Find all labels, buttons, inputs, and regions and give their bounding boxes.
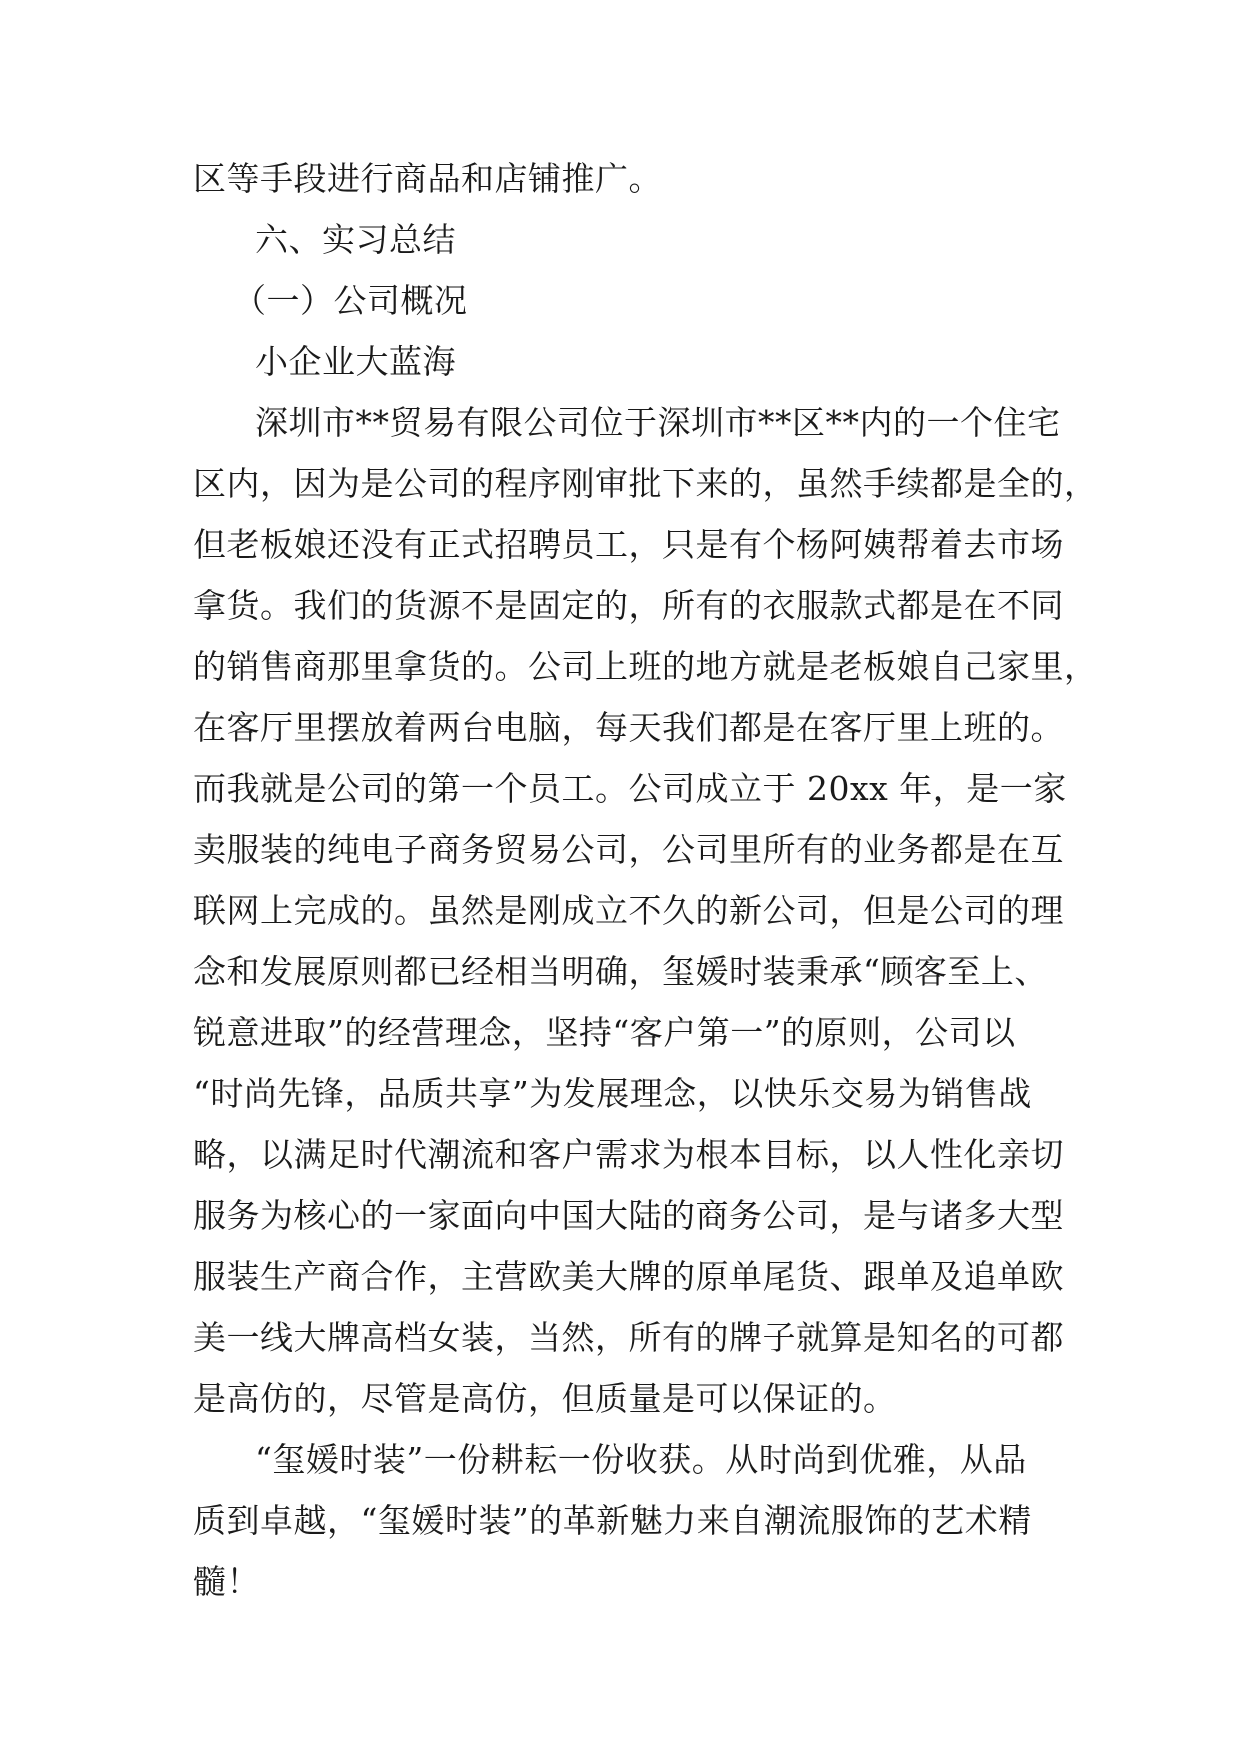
document-body — [193, 148, 1098, 1612]
text-line: 区等手段进行商品和店铺推广。 — [193, 159, 662, 198]
text-line: 服务为核心的一家面向中国大陆的商务公司，是与诸多大型 — [193, 1196, 1064, 1235]
text-line: 深圳市**贸易有限公司位于深圳市**区**内的一个住宅 — [255, 403, 1061, 442]
paragraph-title: 小企业大蓝海 — [255, 342, 456, 381]
subsection-heading: （一）公司概况 — [233, 281, 468, 320]
text-line: 在客厅里摆放着两台电脑，每天我们都是在客厅里上班的。 — [193, 708, 1064, 747]
text-line: 质到卓越，“玺媛时装”的革新魅力来自潮流服饰的艺术精 — [193, 1501, 1032, 1540]
text-line: 拿货。我们的货源不是固定的，所有的衣服款式都是在不同 — [193, 586, 1064, 625]
text-line: “玺媛时装”一份耕耘一份收获。从时尚到优雅，从品 — [255, 1440, 1027, 1479]
text-line: 美一线大牌高档女装，当然，所有的牌子就算是知名的可都 — [193, 1318, 1064, 1357]
section-heading: 六、实习总结 — [255, 220, 456, 259]
text-line: 略，以满足时代潮流和客户需求为根本目标，以人性化亲切 — [193, 1135, 1064, 1174]
text-line: 区内，因为是公司的程序刚审批下来的，虽然手续都是全的， — [193, 464, 1098, 503]
text-line: 而我就是公司的第一个员工。公司成立于 20xx 年，是一家 — [193, 769, 1067, 808]
text-line: 念和发展原则都已经相当明确，玺媛时装秉承“顾客至上、 — [193, 952, 1048, 991]
text-line: 髓！ — [193, 1562, 260, 1601]
text-line: 卖服装的纯电子商务贸易公司，公司里所有的业务都是在互 — [193, 830, 1064, 869]
text-line: 锐意进取”的经营理念，坚持“客户第一”的原则，公司以 — [193, 1013, 1016, 1052]
text-line: 的销售商那里拿货的。公司上班的地方就是老板娘自己家里， — [193, 647, 1098, 686]
text-line: 是高仿的，尽管是高仿，但质量是可以保证的。 — [193, 1379, 897, 1418]
text-line: 但老板娘还没有正式招聘员工，只是有个杨阿姨帮着去市场 — [193, 525, 1064, 564]
text-line: “时尚先锋，品质共享”为发展理念，以快乐交易为销售战 — [193, 1074, 1032, 1113]
text-line: 服装生产商合作，主营欧美大牌的原单尾货、跟单及追单欧 — [193, 1257, 1064, 1296]
text-line: 联网上完成的。虽然是刚成立不久的新公司，但是公司的理 — [193, 891, 1064, 930]
